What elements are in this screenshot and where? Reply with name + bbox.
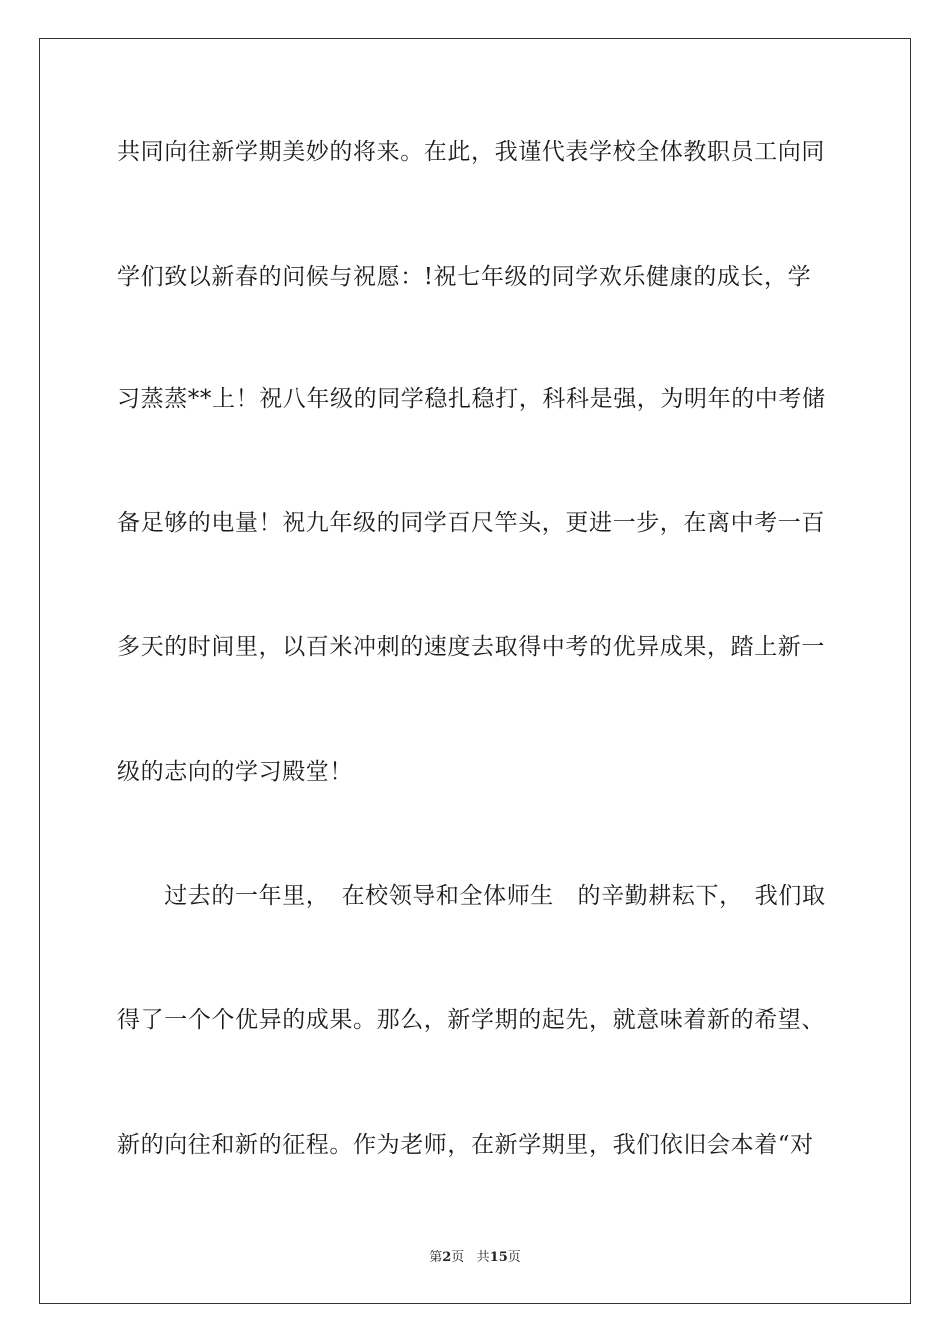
- body-text-line-4: 备足够的电量！祝九年级的同学百尺竿头，更进一步，在离中考一百: [117, 510, 825, 536]
- body-text-line-6: 级的志向的学习殿堂！: [117, 759, 353, 785]
- footer-page-suffix: 页: [451, 1250, 465, 1265]
- page-frame: [39, 38, 911, 1304]
- body-text-line-2: 学们致以新春的问候与祝愿：!祝七年级的同学欢乐健康的成长，学: [117, 264, 812, 290]
- footer-total-suffix: 页: [507, 1250, 521, 1265]
- body-text-line-8: 得了一个个优异的成果。那么，新学期的起先，就意味着新的希望、: [117, 1007, 825, 1033]
- body-text-line-9: 新的向往和新的征程。作为老师，在新学期里，我们依旧会本着“对: [117, 1132, 814, 1158]
- body-text-line-7: 过去的一年里， 在校领导和全体师生 的辛勤耕耘下， 我们取: [117, 883, 826, 909]
- body-text-line-1: 共同向往新学期美妙的将来。在此，我谨代表学校全体教职员工向同: [117, 139, 825, 165]
- body-text-line-3: 习蒸蒸**上！祝八年级的同学稳扎稳打，科科是强，为明年的中考储: [117, 386, 826, 412]
- body-text-line-5: 多天的时间里，以百米冲刺的速度去取得中考的优异成果，踏上新一: [117, 634, 825, 660]
- footer-total-prefix: 共: [476, 1250, 490, 1265]
- footer-page-prefix: 第: [429, 1250, 443, 1265]
- footer-total-pages: 15: [489, 1250, 508, 1265]
- footer-page-number: 2: [442, 1250, 452, 1265]
- page-footer: [0, 1250, 950, 1266]
